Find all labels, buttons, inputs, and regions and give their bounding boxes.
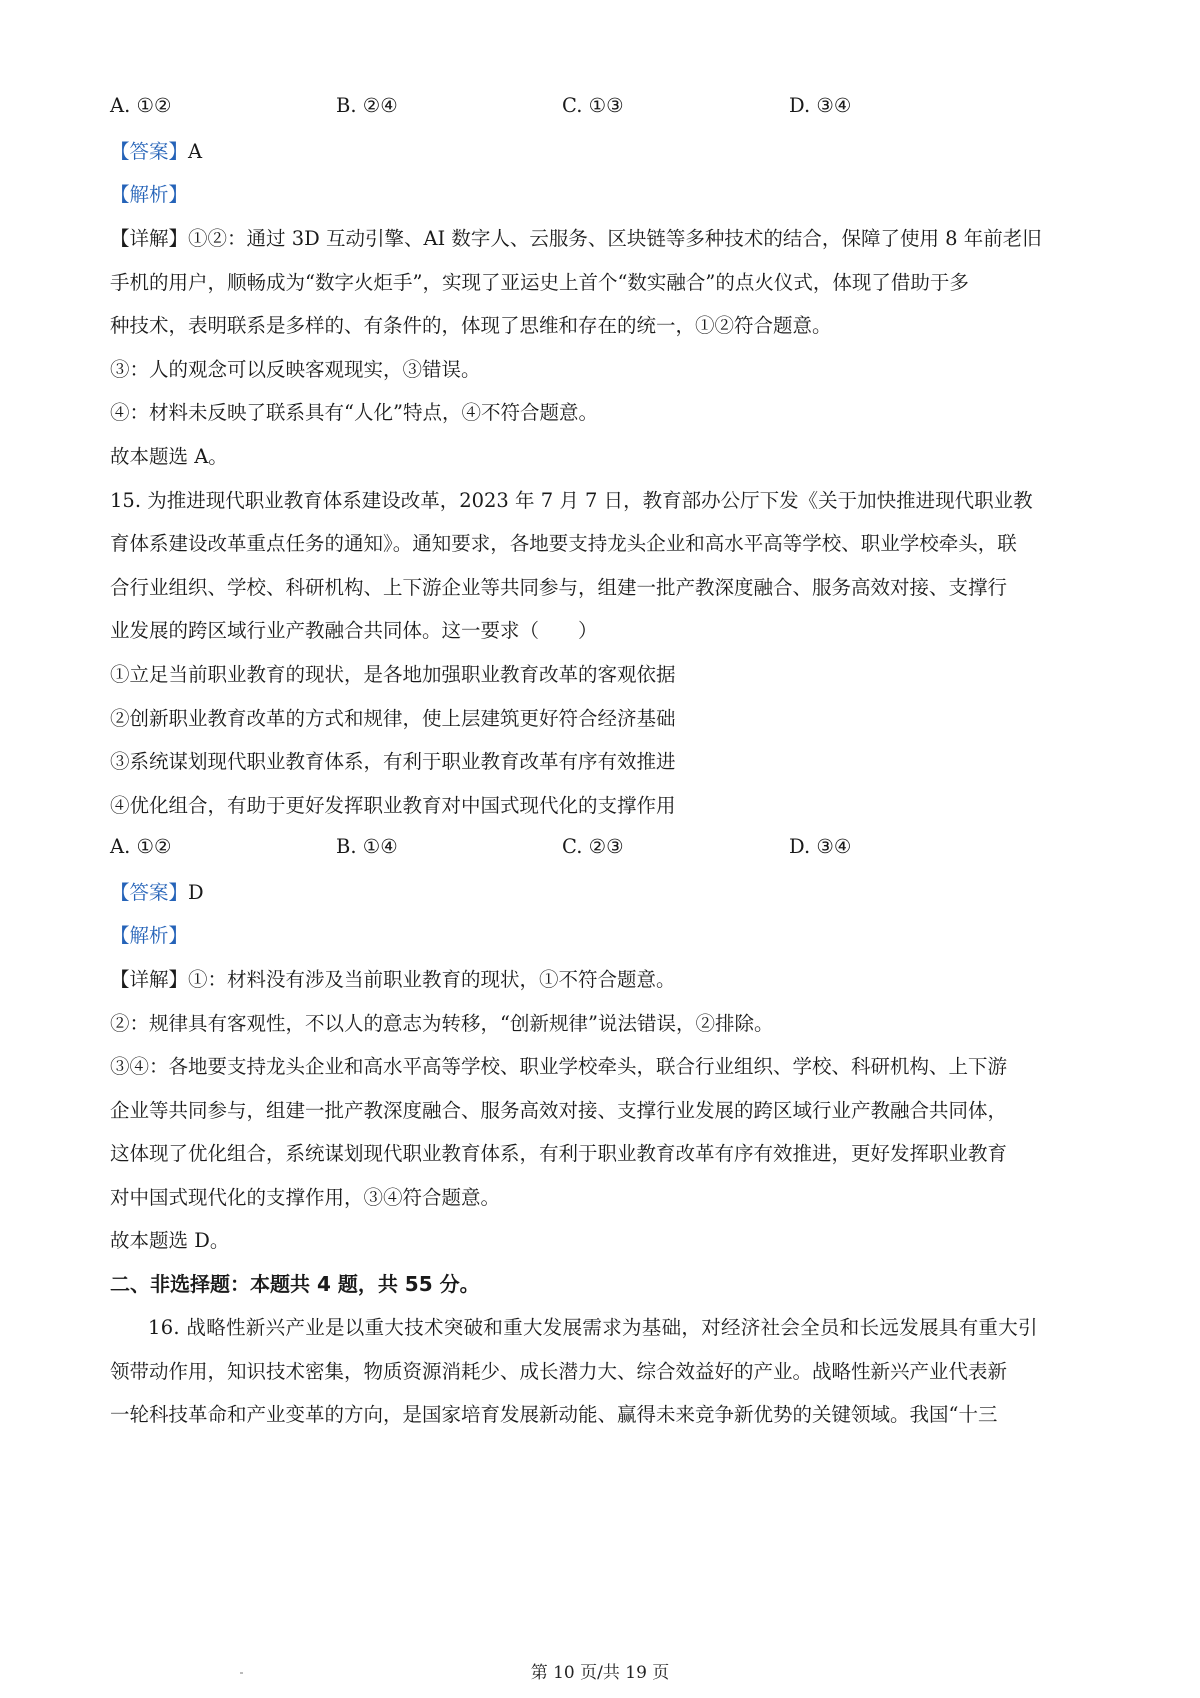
q15-statement-4: ④优化组合，有助于更好发挥职业教育对中国式现代化的支撑作用	[110, 794, 676, 817]
q15-detail-line: 这体现了优化组合，系统谋划现代职业教育体系，有利于职业教育改革有序有效推进，更好发挥职业教育	[110, 1142, 1008, 1165]
q15-option-b[interactable]: B. ①④	[336, 835, 398, 858]
q15-statement-1: ①立足当前职业教育的现状，是各地加强职业教育改革的客观依据	[110, 663, 676, 686]
q15-detail-line: ②：规律具有客观性，不以人的意志为转移，“创新规律”说法错误，②排除。	[110, 1012, 774, 1035]
q14-detail-line	[110, 225, 1100, 253]
q15-stem-line: 业发展的跨区域行业产教融合共同体。这一要求（ ）	[110, 619, 598, 642]
q14-option-d[interactable]: D. ③④	[789, 94, 852, 117]
detail-text: ①②：通过 3D 互动引擎、AI 数字人、云服务、区块链等多种技术的结合，保障了使用 8 年前老旧	[188, 227, 1042, 250]
q14-detail-line: 手机的用户，顺畅成为“数字火炬手”，实现了亚运史上首个“数实融合”的点火仪式，体现了借助于多	[110, 271, 969, 294]
q15-statement-2: ②创新职业教育改革的方式和规律，使上层建筑更好符合经济基础	[110, 707, 676, 730]
q15-detail-line: ③④：各地要支持龙头企业和高水平高等学校、职业学校牵头，联合行业组织、学校、科研机构、上下游	[110, 1055, 1008, 1078]
q14-option-c[interactable]: C. ①③	[562, 94, 624, 117]
q14-detail-line: 种技术，表明联系是多样的、有条件的，体现了思维和存在的统一，①②符合题意。	[110, 314, 832, 337]
q16-stem-line: 领带动作用，知识技术密集，物质资源消耗少、成长潜力大、综合效益好的产业。战略性新兴产业代表新	[110, 1360, 1008, 1383]
answer-tag: 【答案】	[110, 881, 189, 904]
q15-option-d[interactable]: D. ③④	[789, 835, 852, 858]
detail-text: ①：材料没有涉及当前职业教育的现状，①不符合题意。	[188, 968, 676, 991]
q15-detail-line: 对中国式现代化的支撑作用，③④符合题意。	[110, 1186, 501, 1209]
q15-stem-line: 15. 为推进现代职业教育体系建设改革，2023 年 7 月 7 日，教育部办公厅下发《关于加快推进现代职业教	[110, 489, 1033, 512]
q14-options	[110, 94, 1100, 122]
q15-stem-line: 育体系建设改革重点任务的通知》。通知要求，各地要支持龙头企业和高水平高等学校、职业学校牵头，联	[110, 532, 1017, 555]
answer-value: D	[188, 881, 204, 904]
q15-analysis	[110, 922, 1100, 950]
q15-options	[110, 835, 1100, 863]
detail-tag: 【详解】	[110, 968, 189, 991]
q14-detail-line: ④：材料未反映了联系具有“人化”特点，④不符合题意。	[110, 401, 598, 424]
q14-conclusion: 故本题选 A。	[110, 445, 228, 468]
q14-detail-line: ③：人的观念可以反映客观现实，③错误。	[110, 358, 481, 381]
q15-option-a[interactable]: A. ①②	[110, 835, 172, 858]
analysis-tag: 【解析】	[110, 924, 189, 947]
analysis-tag: 【解析】	[110, 183, 189, 206]
q15-option-c[interactable]: C. ②③	[562, 835, 624, 858]
q14-answer	[110, 138, 1100, 166]
answer-tag: 【答案】	[110, 140, 189, 163]
q16-stem-line: 16. 战略性新兴产业是以重大技术突破和重大发展需求为基础，对经济社会全员和长远发展具有重大引	[148, 1316, 1038, 1339]
q15-statement-3: ③系统谋划现代职业教育体系，有利于职业教育改革有序有效推进	[110, 750, 676, 773]
page-number: 第 10 页/共 19 页	[530, 1663, 670, 1683]
answer-value: A	[188, 140, 203, 163]
detail-tag: 【详解】	[110, 227, 189, 250]
q16-stem-line: 一轮科技革命和产业变革的方向，是国家培育发展新动能、赢得未来竞争新优势的关键领域。我国“十三	[110, 1403, 998, 1426]
q14-analysis	[110, 181, 1100, 209]
q14-option-a[interactable]: A. ①②	[110, 94, 172, 117]
q15-detail-line: 企业等共同参与，组建一批产教深度融合、服务高效对接、支撑行业发展的跨区域行业产教融合共同体，	[110, 1099, 1008, 1122]
q14-option-b[interactable]: B. ②④	[336, 94, 398, 117]
q15-stem-line: 合行业组织、学校、科研机构、上下游企业等共同参与，组建一批产教深度融合、服务高效对接、支撑行	[110, 576, 1008, 599]
dust-mark	[240, 1672, 243, 1674]
section-heading: 二、非选择题：本题共 4 题，共 55 分。	[110, 1272, 480, 1296]
q15-conclusion: 故本题选 D。	[110, 1229, 230, 1252]
q15-detail-line	[110, 966, 1100, 994]
q15-answer	[110, 879, 1100, 907]
